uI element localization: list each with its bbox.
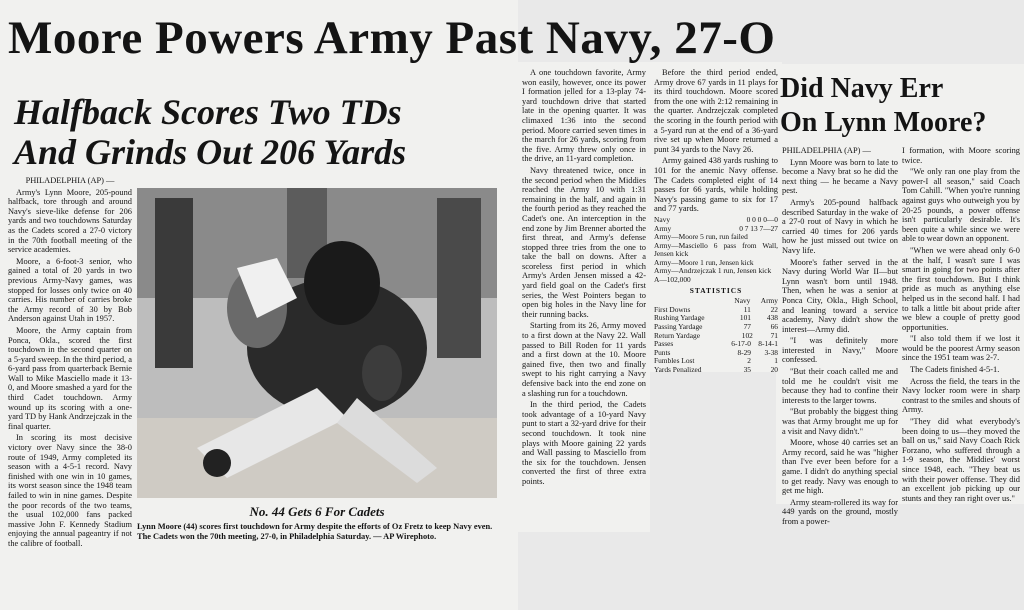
football-photo	[137, 188, 497, 498]
subheadline	[14, 92, 504, 172]
subheadline-line-2: And Grinds Out 206 Yards	[14, 132, 407, 172]
statistics-row: Fumbles Lost 2 1	[654, 356, 778, 366]
scoring-line: Army—Moore 5 run, run failed	[654, 232, 748, 242]
left-dateline: PHILADELPHIA (AP) —	[25, 176, 115, 185]
column-5-text	[902, 146, 1020, 502]
left-column-text	[8, 176, 132, 606]
col4-paragraph: Moore, whose 40 carries set an Army record, said he was "higher than I've ever been before for a game. I didn't do anything special to get ready. Navy was enough to get me high.	[782, 438, 898, 496]
col4-paragraph: Army steam-rollered its way for 449 yards on the ground, mostly from a power-	[782, 497, 898, 526]
col5-paragraph: "We only ran one play from the power-I all season," said Coach Tom Cahill. "When you're running against guys who outweigh you by 20-25 pounds, a power offense isn't particularly desirable. It's been quite a while since we were able to wear down an opponent.	[902, 167, 1020, 244]
statistics-header: Navy Army	[734, 296, 778, 306]
col2-paragraph: Starting from its 26, Army moved to a first down at the Navy 22. Wall passed to Bill Roden for 11 yards and a first down at the 10. Moore gained five, then two and finally swept to his right carrying a Navy defensive back into the end zone on a slashing run for a touchdown.	[522, 321, 646, 398]
photo-caption-text: Lynn Moore (44) scores first touchdown for Army despite the efforts of Oz Fretz to keep Navy even. The Cadets won the 70th meeting, 27-0, in Philadelphia Saturday. — AP Wirephoto.	[137, 522, 493, 541]
statistics-row: Passes 6-17-0 8-14-1	[654, 339, 778, 349]
linescore	[654, 216, 778, 233]
photo-caption-title: No. 44 Gets 6 For Cadets	[249, 504, 385, 519]
col3-paragraph: Before the third period ended, Army drove 67 yards in 11 plays for its third touchdown. Moore scored from the one with 2:12 remaining in the quarter. Andrzejczak completed the scoring in the fourth period with a 5-yard run at the end of a 36-yard rive set up when Moore returned a punt 34 yards to the Navy 26.	[654, 68, 778, 154]
col4-paragraph: Moore's father served in the Navy during World War II—but Lynn wasn't born until 1948. Then, when he was a senior at Ponca City, Okla., High School, and leaning toward a service academy, Navy didn't show the interest—Army did.	[782, 257, 898, 334]
col2-paragraph: A one touchdown favorite, Army won easily, however, once its power I formation jelled for a 13-play 74-yard touchdown drive that started late in the opening quarter. It was climaxed 1:36 into the second period. Moore carried seven times in the march for 26 yards, scoring from the five. Army threw only once in the drive, an 11-yard completion.	[522, 68, 646, 164]
football-photo-illustration	[137, 188, 497, 498]
col5-paragraph: "They did what everybody's been doing to us—they moved the ball on us," said Navy Coach Rick Forzano, who suffered through a 1-9 season, the Middies' worst since 1948, each. "They beat us with their power offense. They did an excellent job picking up our stunts and they ran right over us."	[902, 417, 1020, 503]
statistics-row: Yards Penalized 35 20	[654, 365, 778, 374]
col4-paragraph: "I was definitely more interested in Navy," Moore confessed.	[782, 336, 898, 365]
col2-paragraph: In the third period, the Cadets took advantage of a 10-yard Navy punt to start a 32-yard drive for their second touchdown. It took nine plays with Moore gaining 22 yards and Wall passing to Masciello from the six for the touchdown. Jensen converted the first of three extra points.	[522, 400, 646, 486]
left-paragraph: Moore, a 6-foot-3 senior, who gained a total of 20 yards in two previous Army-Navy games, was stopped for losses only twice on 40 carries. His number of carries broke the Army record of 30 by Bob Anderson against Utah in 1957.	[8, 256, 132, 324]
scoring-summary	[654, 233, 778, 285]
scoring-line: A—102,000	[654, 275, 691, 285]
sidebar-headline-line-2: On Lynn Moore?	[780, 107, 987, 138]
col2-paragraph: Navy threatened twice, once in the second period when the Middies reached the Army 10 with 1:31 remaining in the half, and again in the fourth period as they reached the Cadet's one. An interception in the end zone by Jim Brenner aborted the first threat, and Army's defense stopped three tries from the one to take the ball on downs. After a scoreless first period in which Army's Arden Jensen missed a 42-yard field goal on the Cadet's first series, the West Pointers began to open big holes in the Navy line for their running backs.	[522, 165, 646, 319]
main-headline: Moore Powers Army Past Navy, 27-O	[8, 12, 776, 64]
col4-dateline: PHILADELPHIA (AP) —	[782, 146, 871, 155]
col4-paragraph: "But their coach called me and told me he couldn't visit me because they had to confine their interests to the larger towns.	[782, 367, 898, 405]
sidebar-headline-line-1: Did Navy Err	[780, 73, 944, 104]
col3-paragraph: Army gained 438 yards rushing to 101 for the anemic Navy offense. The Cadets completed eight of 14 passes for 66 yards, while holding Navy's passing game to six for 17 and 77 yards.	[654, 156, 778, 214]
column-3-text	[654, 68, 778, 374]
col5-paragraph: "When we were ahead only 6-0 at the half, I wasn't sure I was smart in going for two points after the first touchdown. But I think pride as much as anything else helped us in the second half. I had to talk a little bit about pride after we blew a couple of pretty good opportunities.	[902, 245, 1020, 332]
statistics-row: Return Yardage 102 71	[654, 330, 778, 340]
sidebar-headline	[780, 72, 1020, 140]
statistics-row: Rushing Yardage 101 438	[654, 313, 778, 323]
column-4-text	[782, 146, 898, 526]
subheadline-line-1: Halfback Scores Two TDs	[14, 92, 402, 132]
statistics-title: STATISTICS	[689, 285, 743, 295]
linescore-row: Navy 0 0 0 0—0	[654, 214, 778, 224]
left-paragraph: Army's Lynn Moore, 205-pound halfback, tore through and around Navy's sieve-like defense for 206 yards and two touchdowns Saturday as the Cadets scored a 27-0 victory in the 70th football meeting of the service academies.	[8, 187, 132, 255]
col4-paragraph: Army's 205-pound halfback described Saturday in the wake of a 27-0 rout of Navy in which he carried 40 times for 206 yards how he just missed out twice on Navy life.	[782, 197, 898, 255]
scoring-line: Army—Andrzejczak 1 run, Jensen kick	[654, 266, 772, 276]
linescore-row: Army 0 7 13 7—27	[654, 223, 778, 233]
col5-paragraph: The Cadets finished 4-5-1.	[910, 365, 1000, 375]
statistics-table	[654, 287, 778, 375]
statistics-row: First Downs 11 22	[654, 304, 778, 314]
col4-paragraph: Lynn Moore was born to late to become a Navy brat so he did the next thing — he became a Navy pest.	[782, 157, 898, 196]
left-paragraph: In scoring its most decisive victory over Navy since the 38-0 route of 1949, Army completed its season with a 4-5-1 record. Navy finished with one win in 10 games, its worst season since the 1948 team failed to win in nine games. Despite the poor records of the two teams, the usual 102,000 fans packed massive John F. Kennedy Stadium enjoying the annual pageantry if not the calibre of football.	[8, 433, 132, 548]
statistics-row: Passing Yardage 77 66	[654, 322, 778, 332]
col5-paragraph: I formation, with Moore scoring twice.	[902, 146, 1020, 165]
scoring-line: Army—Moore 1 run, Jensen kick	[654, 257, 754, 267]
statistics-row: Punts 8-29 3-38	[654, 347, 778, 357]
left-paragraph: Moore, the Army captain from Ponca, Okla., scored the first touchdown in the second quarter on a 5-yard sweep. In the third period, a 6-yard pass from quarterback Bernie Wall to Mike Masciello made it 13-0, and Moore smashed a yard for the third Cadet touchdown. Army wound up its scoring with a one-yard TD by Hank Andrzejczak in the final quarter.	[8, 325, 132, 431]
column-2-text	[522, 68, 646, 530]
col5-paragraph: "I also told them if we lost it would be the poorest Army season since the 1951 team was 2-7.	[902, 334, 1020, 363]
col4-paragraph: "But probably the biggest thing was that Army brought me up for a visit and Navy didn't."	[782, 407, 898, 436]
col5-paragraph: Across the field, the tears in the Navy locker room were in sharp contrast to the smiles and shouts of Army.	[902, 376, 1020, 415]
scoring-line: Army—Masciello 6 pass from Wall, Jensen kick	[654, 240, 778, 259]
